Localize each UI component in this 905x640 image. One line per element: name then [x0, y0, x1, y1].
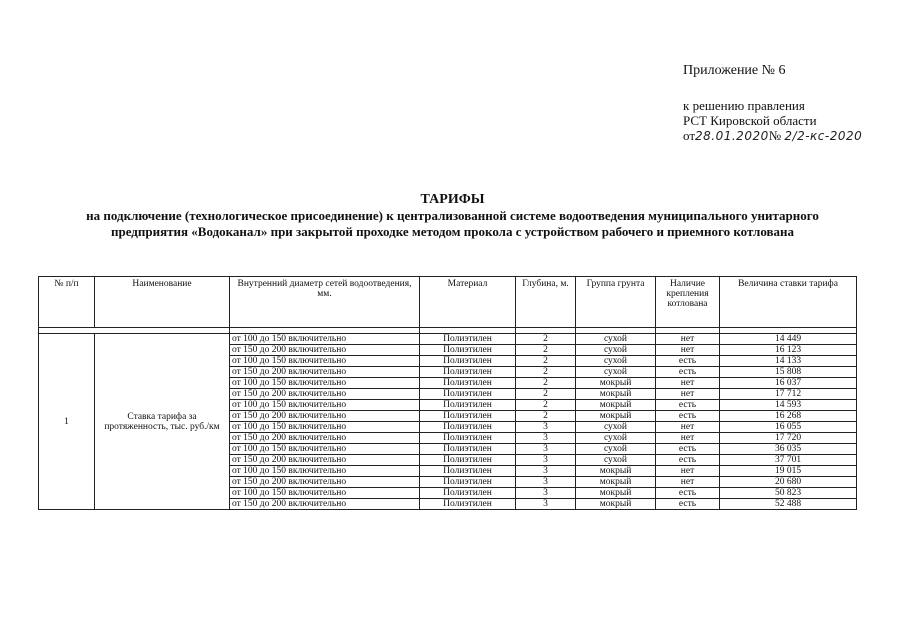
- cell-depth: 2: [516, 356, 576, 367]
- cell-depth: 2: [516, 400, 576, 411]
- cell-material: Полиэтилен: [420, 455, 516, 466]
- cell-fixing: есть: [656, 356, 720, 367]
- appendix-label: Приложение № 6: [683, 63, 786, 78]
- row-number: 1: [39, 334, 95, 510]
- header-name: Наименование: [95, 277, 230, 328]
- cell-depth: 3: [516, 455, 576, 466]
- cell-rate: 16 123: [720, 345, 857, 356]
- cell-soil: мокрый: [576, 411, 656, 422]
- cell-depth: 3: [516, 422, 576, 433]
- cell-diameter: от 100 до 150 включительно: [230, 378, 420, 389]
- cell-fixing: нет: [656, 378, 720, 389]
- cell-depth: 3: [516, 499, 576, 510]
- decision-date-line: [683, 128, 862, 144]
- document-subtitle: на подключение (технологическое присоединение) к централизованной системе водоотведения муниципального унитарного предприятия «Водоканал» при закрытой проходке методом прокола с устройством рабочего и приемного котлована: [86, 208, 819, 239]
- cell-rate: 14 133: [720, 356, 857, 367]
- document-title: ТАРИФЫ: [420, 192, 485, 207]
- cell-material: Полиэтилен: [420, 389, 516, 400]
- cell-fixing: есть: [656, 499, 720, 510]
- cell-rate: 20 680: [720, 477, 857, 488]
- decision-line-2: РСТ Кировской области: [683, 113, 817, 128]
- cell-material: Полиэтилен: [420, 356, 516, 367]
- cell-fixing: есть: [656, 367, 720, 378]
- header-num: № п/п: [39, 277, 95, 328]
- decision-number-label: №: [768, 128, 782, 143]
- cell-fixing: есть: [656, 444, 720, 455]
- cell-rate: 15 808: [720, 367, 857, 378]
- cell-depth: 3: [516, 444, 576, 455]
- table-header-row: [39, 277, 857, 328]
- cell-diameter: от 150 до 200 включительно: [230, 411, 420, 422]
- cell-diameter: от 150 до 200 включительно: [230, 477, 420, 488]
- cell-soil: мокрый: [576, 400, 656, 411]
- cell-rate: 16 055: [720, 422, 857, 433]
- cell-depth: 2: [516, 345, 576, 356]
- cell-rate: 16 268: [720, 411, 857, 422]
- cell-fixing: нет: [656, 422, 720, 433]
- decision-line-1: к решению правления: [683, 98, 805, 113]
- cell-diameter: от 100 до 150 включительно: [230, 488, 420, 499]
- cell-depth: 3: [516, 477, 576, 488]
- cell-diameter: от 150 до 200 включительно: [230, 433, 420, 444]
- cell-rate: 50 823: [720, 488, 857, 499]
- header-depth: Глубина, м.: [516, 277, 576, 328]
- cell-material: Полиэтилен: [420, 378, 516, 389]
- cell-soil: сухой: [576, 433, 656, 444]
- cell-material: Полиэтилен: [420, 499, 516, 510]
- cell-fixing: нет: [656, 345, 720, 356]
- cell-material: Полиэтилен: [420, 422, 516, 433]
- cell-depth: 2: [516, 367, 576, 378]
- header-diameter: Внутренний диаметр сетей водоотведения, мм.: [230, 277, 420, 328]
- cell-diameter: от 100 до 150 включительно: [230, 444, 420, 455]
- cell-diameter: от 150 до 200 включительно: [230, 345, 420, 356]
- cell-material: Полиэтилен: [420, 477, 516, 488]
- header-rate: Величина ставки тарифа: [720, 277, 857, 328]
- table-row: [39, 334, 857, 345]
- header-material: Материал: [420, 277, 516, 328]
- cell-diameter: от 150 до 200 включительно: [230, 455, 420, 466]
- cell-material: Полиэтилен: [420, 433, 516, 444]
- cell-diameter: от 150 до 200 включительно: [230, 499, 420, 510]
- document-title-block: [0, 192, 905, 240]
- cell-diameter: от 100 до 150 включительно: [230, 356, 420, 367]
- cell-soil: мокрый: [576, 488, 656, 499]
- cell-rate: 52 488: [720, 499, 857, 510]
- cell-depth: 3: [516, 488, 576, 499]
- cell-soil: сухой: [576, 444, 656, 455]
- cell-soil: мокрый: [576, 477, 656, 488]
- cell-rate: 17 720: [720, 433, 857, 444]
- cell-soil: сухой: [576, 334, 656, 345]
- cell-fixing: есть: [656, 455, 720, 466]
- cell-material: Полиэтилен: [420, 444, 516, 455]
- cell-soil: сухой: [576, 356, 656, 367]
- cell-fixing: нет: [656, 389, 720, 400]
- cell-material: Полиэтилен: [420, 400, 516, 411]
- cell-fixing: нет: [656, 466, 720, 477]
- cell-fixing: есть: [656, 488, 720, 499]
- cell-rate: 17 712: [720, 389, 857, 400]
- cell-diameter: от 100 до 150 включительно: [230, 400, 420, 411]
- cell-fixing: нет: [656, 477, 720, 488]
- cell-rate: 36 035: [720, 444, 857, 455]
- cell-depth: 2: [516, 411, 576, 422]
- decision-reference: [683, 98, 862, 144]
- decision-date-handwritten: 28.01.2020: [695, 129, 769, 143]
- cell-fixing: есть: [656, 400, 720, 411]
- cell-diameter: от 100 до 150 включительно: [230, 422, 420, 433]
- cell-soil: сухой: [576, 422, 656, 433]
- cell-depth: 2: [516, 334, 576, 345]
- cell-depth: 2: [516, 378, 576, 389]
- table-body: [39, 328, 857, 510]
- tariff-table: [38, 276, 857, 510]
- cell-material: Полиэтилен: [420, 466, 516, 477]
- cell-rate: 14 593: [720, 400, 857, 411]
- cell-diameter: от 150 до 200 включительно: [230, 389, 420, 400]
- cell-diameter: от 150 до 200 включительно: [230, 367, 420, 378]
- cell-rate: 14 449: [720, 334, 857, 345]
- cell-material: Полиэтилен: [420, 334, 516, 345]
- cell-soil: мокрый: [576, 378, 656, 389]
- decision-number-handwritten: 2/2-кс-2020: [784, 129, 863, 143]
- cell-depth: 3: [516, 466, 576, 477]
- cell-fixing: нет: [656, 433, 720, 444]
- cell-fixing: нет: [656, 334, 720, 345]
- header-soil: Группа грунта: [576, 277, 656, 328]
- cell-rate: 16 037: [720, 378, 857, 389]
- cell-soil: мокрый: [576, 389, 656, 400]
- cell-diameter: от 100 до 150 включительно: [230, 334, 420, 345]
- cell-soil: сухой: [576, 455, 656, 466]
- cell-depth: 3: [516, 433, 576, 444]
- cell-material: Полиэтилен: [420, 345, 516, 356]
- cell-soil: сухой: [576, 345, 656, 356]
- decision-from-label: от: [683, 128, 696, 143]
- cell-material: Полиэтилен: [420, 488, 516, 499]
- cell-rate: 37 701: [720, 455, 857, 466]
- cell-depth: 2: [516, 389, 576, 400]
- cell-rate: 19 015: [720, 466, 857, 477]
- header-fixing: Наличие крепления котлована: [656, 277, 720, 328]
- cell-material: Полиэтилен: [420, 367, 516, 378]
- cell-soil: мокрый: [576, 466, 656, 477]
- row-name: Ставка тарифа за протяженность, тыс. руб./км: [95, 334, 230, 510]
- cell-soil: сухой: [576, 367, 656, 378]
- cell-fixing: есть: [656, 411, 720, 422]
- cell-material: Полиэтилен: [420, 411, 516, 422]
- cell-soil: мокрый: [576, 499, 656, 510]
- cell-diameter: от 100 до 150 включительно: [230, 466, 420, 477]
